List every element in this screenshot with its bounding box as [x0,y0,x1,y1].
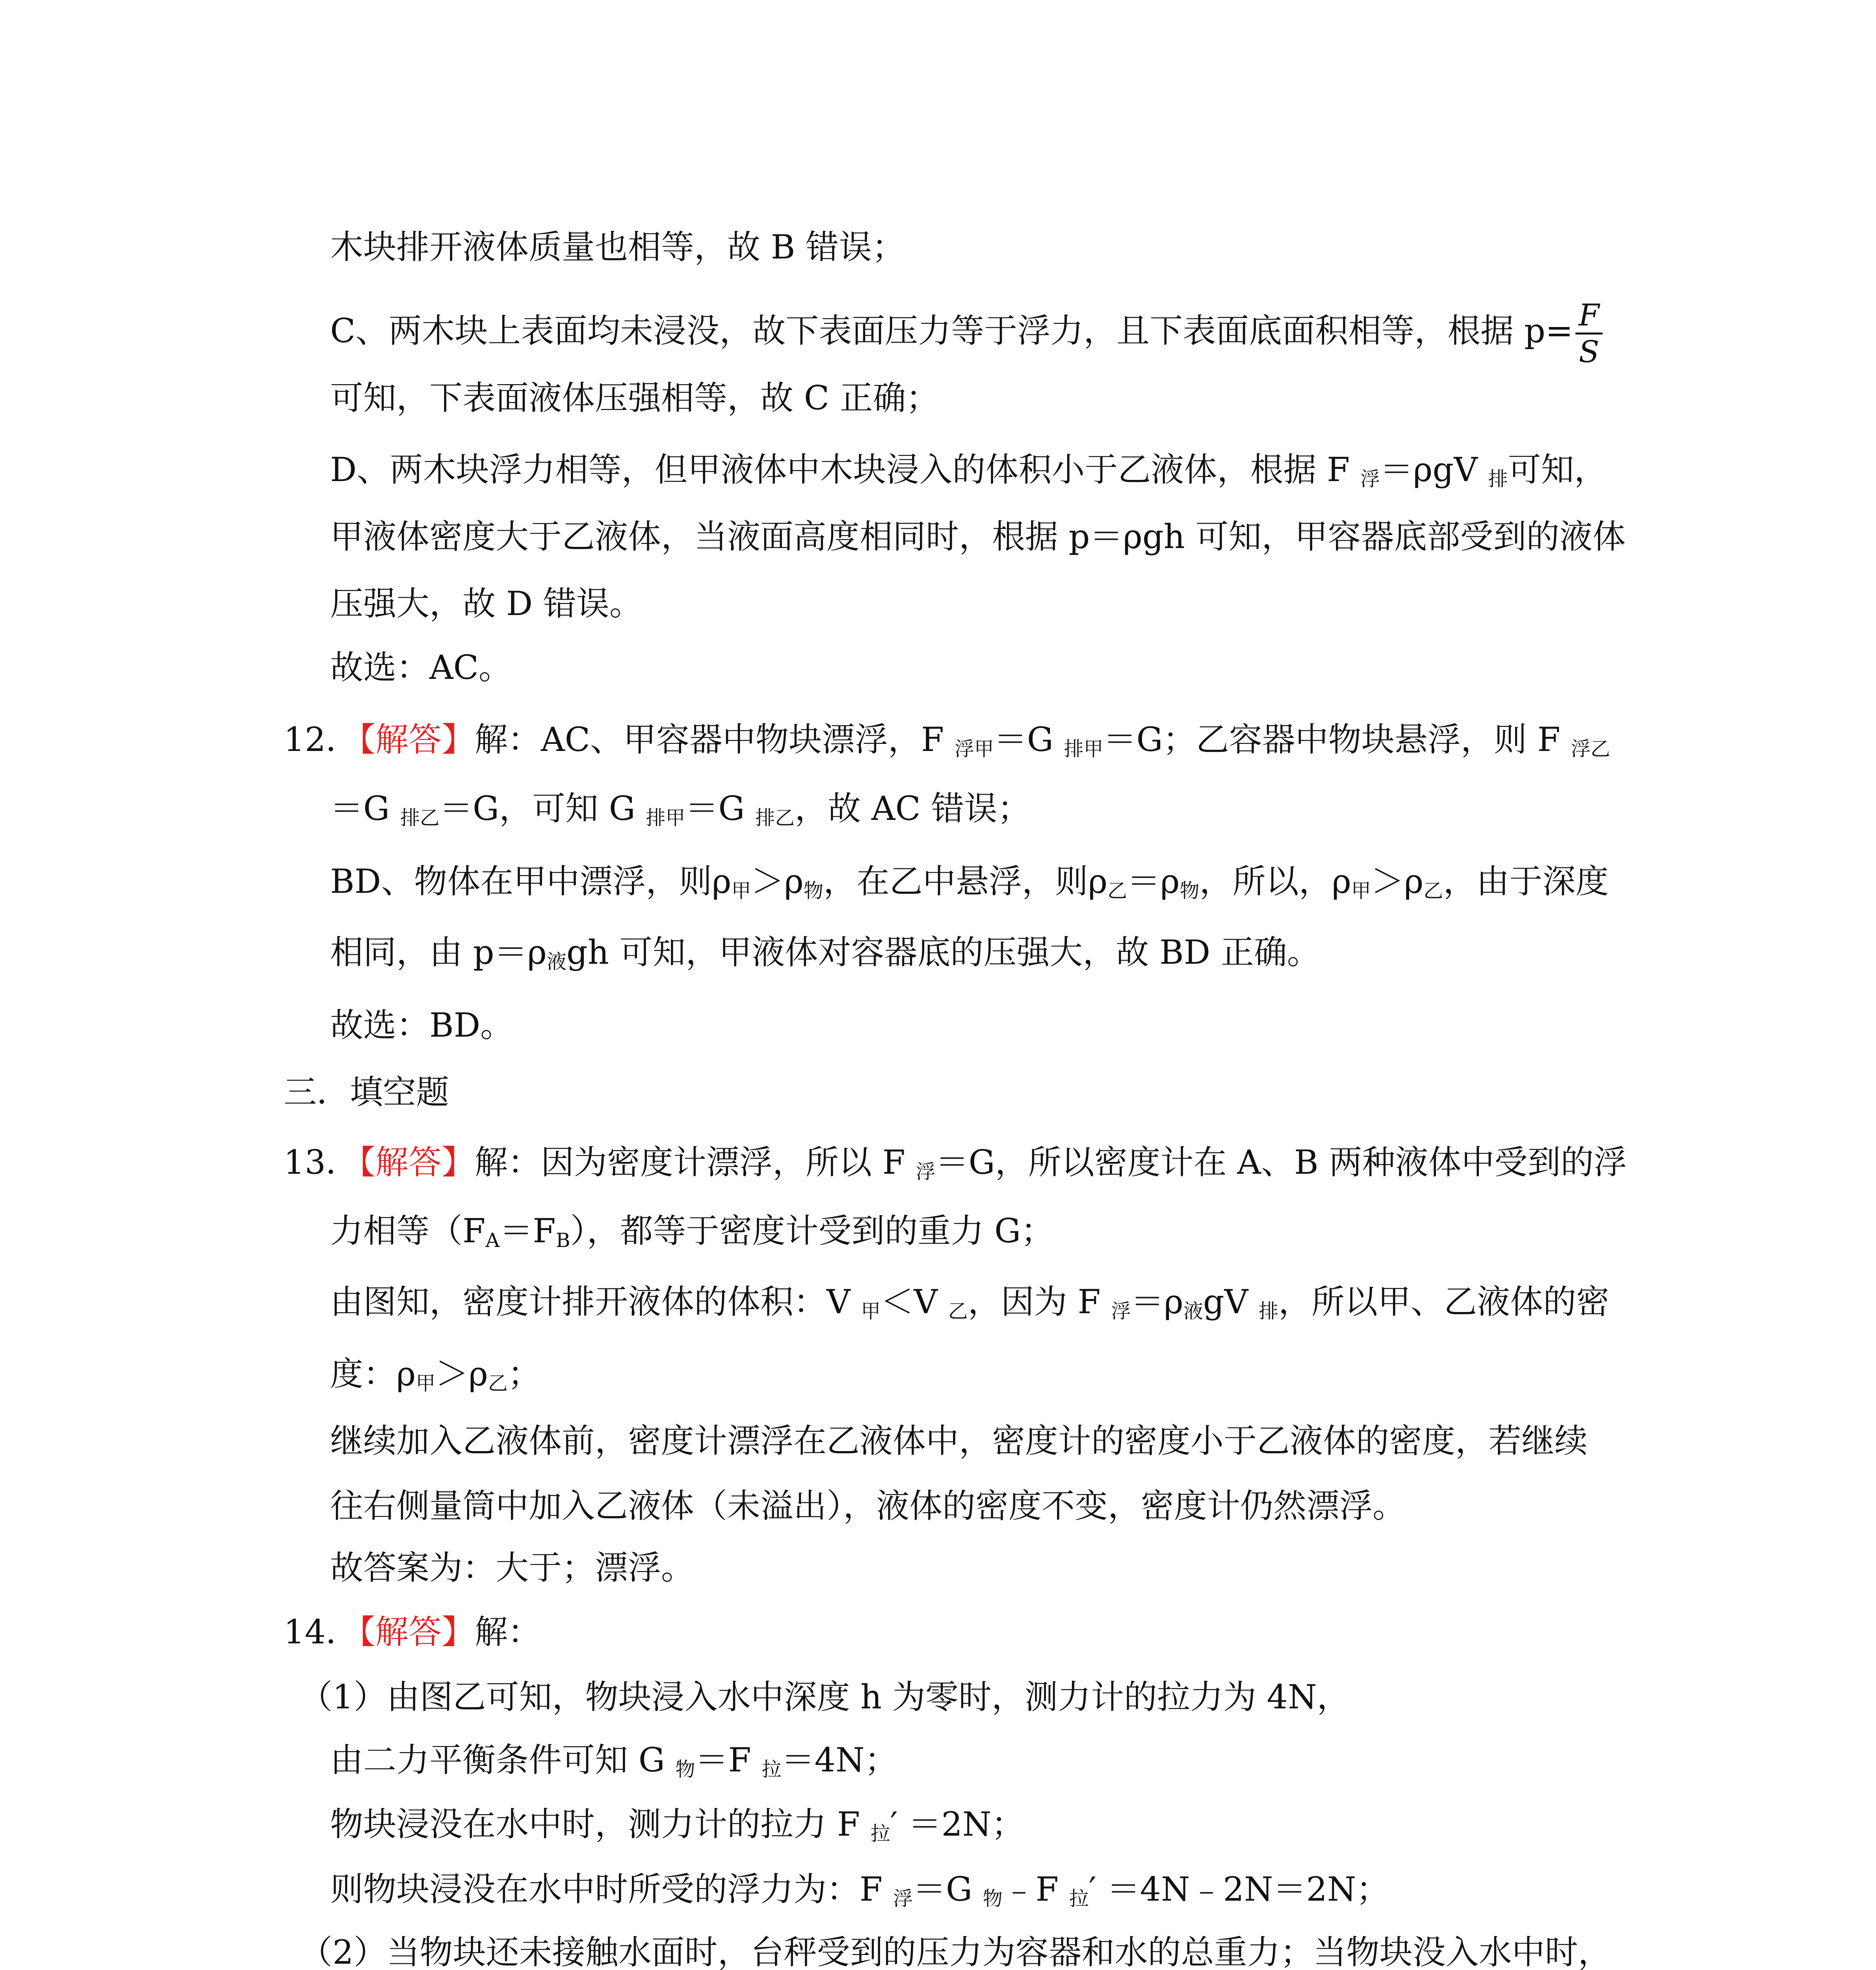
text-line: C、两木块上表面均未浸没，故下表面压力等于浮力，且下表面底面积相等，根据 p= $\frac{F}{S}$ [330,300,1605,367]
answer-tag: 【解答】 [358,1613,475,1651]
text-line: ＝G $_{排乙}$＝G，可知 G $_{排甲}$＝G $_{排乙}$，故 AC 错误； [330,789,1031,829]
text-line: （1）由图乙可知，物块浸入水中深度 h 为零时，测力计的拉力为 4N， [299,1678,1350,1716]
text-line: 相同，由 $p=\rho_液gh$ 可知，甲液体对容器底的压强大，故 BD 正确。 [330,933,1320,973]
text-line: 故答案为：大于；漂浮。 [330,1548,695,1587]
text-line: 故选：AC。 [330,648,512,687]
text-line: 则物块浸没在水中时所受的浮力为：F $_浮$＝G $_物$﹣F $_拉$′ ＝4N﹣2N＝2N； [330,1870,1389,1910]
text-line: 可知，下表面液体压强相等，故 C 正确； [330,379,939,417]
text-line: 甲液体密度大于乙液体，当液面高度相同时，根据 p＝ρgh 可知，甲容器底部受到的液体 [330,517,1626,556]
question-14: 14．【解答】解： [284,1613,541,1651]
text-line: 故选：BD。 [330,1006,514,1044]
answer-tag: 【解答】 [358,720,475,759]
text-line: （2）当物块还未接触水面时，台秤受到的压力为容器和水的总重力；当物块没入水中时， [299,1933,1611,1970]
question-13: 13．【解答】解：因为密度计漂浮，所以 F $_浮$＝G，所以密度计在 A、B 两种液体中受到的浮 [284,1143,1627,1183]
text-line: 度：$\rho_甲>\rho_乙$； [330,1355,541,1395]
section-heading: 三．填空题 [284,1073,449,1111]
text-line: 由图知，密度计排开液体的体积：V $_甲$＜V $_乙$，因为 F $_浮=\rho_液gV$ $_排$，所以甲、乙液体的密 [330,1282,1609,1323]
fraction-f-over-s: $\frac{F}{S}$ [1575,300,1603,367]
text-line: 物块浸没在水中时，测力计的拉力 F $_拉$′ ＝2N； [330,1805,1025,1845]
text-line: 继续加入乙液体前，密度计漂浮在乙液体中，密度计的密度小于乙液体的密度，若继续 [330,1422,1588,1460]
text-line: 木块排开液体质量也相等，故 B 错误； [330,228,905,266]
answer-tag: 【解答】 [358,1143,475,1182]
text-line: 往右侧量筒中加入乙液体（未溢出），液体的密度不变，密度计仍然漂浮。 [330,1487,1406,1525]
text-line: 压强大，故 D 错误。 [330,584,643,623]
text-line: 力相等$(F_A=F_B)$，都等于密度计受到的重力 G； [330,1212,1054,1252]
text-line: BD、物体在甲中漂浮，则$\rho_甲>\rho_物$，在乙中悬浮，则$\rho_乙=\rho_物$，所以，$\rho_甲>\rho_乙$，由于深度 [330,862,1609,902]
text-line: 由二力平衡条件可知 G $_物$＝F $_拉$＝4N； [330,1741,898,1781]
text-line: D、两木块浮力相等，但甲液体中木块浸入的体积小于乙液体，根据 F $_浮$＝ρgV $_排$可知， [330,450,1607,491]
question-12: 12．【解答】解：AC、甲容器中物块漂浮，F $_{浮甲}$＝G $_{排甲}$＝G；乙容器中物块悬浮，则 F $_{浮乙}$ [284,720,1610,760]
